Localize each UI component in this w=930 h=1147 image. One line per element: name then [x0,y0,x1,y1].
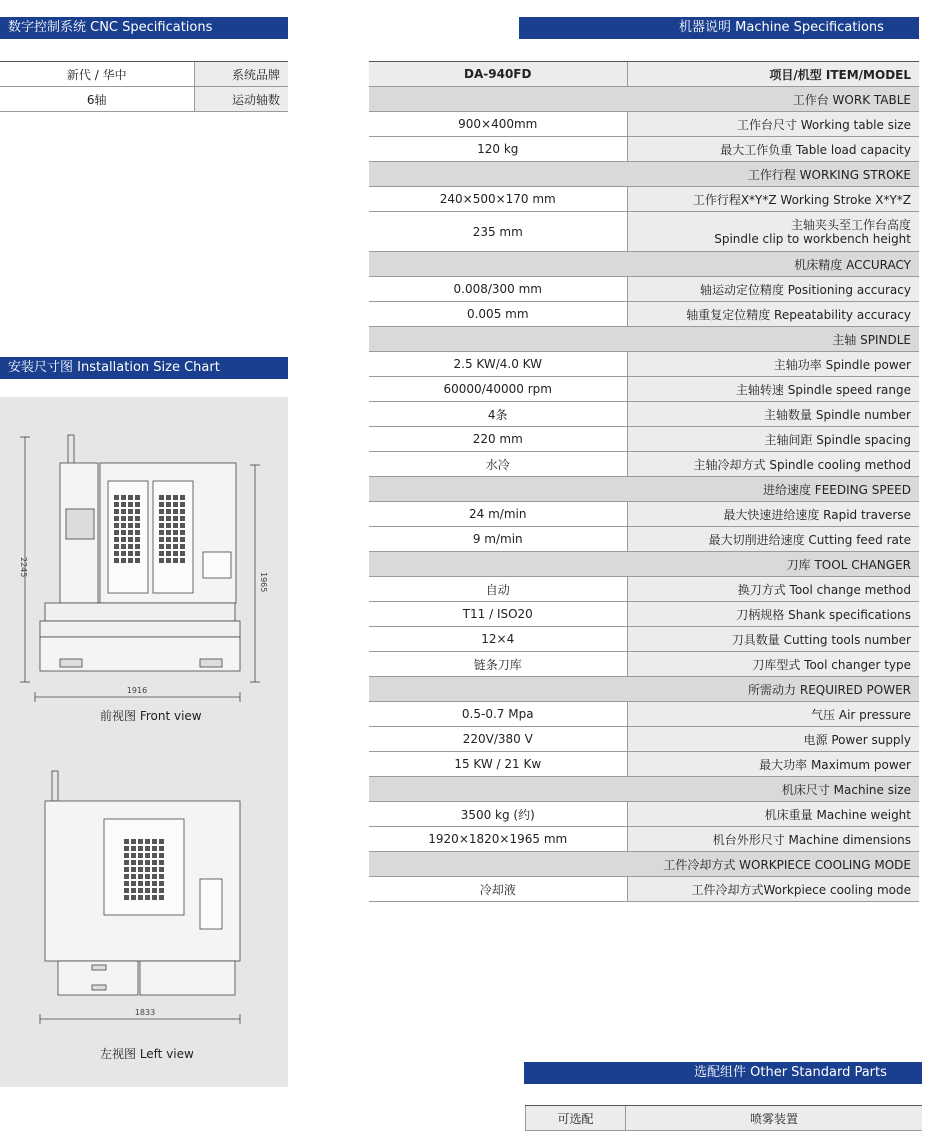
spec-value: 9 m/min [369,527,627,552]
spec-label: 最大切削进给速度 Cutting feed rate [627,527,919,552]
panel-key-cell [131,860,136,865]
spec-value: 220V/380 V [369,727,627,752]
spec-row [369,802,919,827]
panel-key-cell [135,502,140,507]
panel-key-cell [145,888,150,893]
spec-label: 轴重复定位精度 Repeatability accuracy [627,302,919,327]
section-row [369,552,919,577]
panel-key-cell [180,551,185,556]
spec-row [369,652,919,677]
panel-key-cell [152,895,157,900]
panel-key-cell [166,502,171,507]
panel-key-cell [135,495,140,500]
panel-key-cell [159,881,164,886]
section-row [369,252,919,277]
panel-key-cell [124,888,129,893]
panel-key-cell [121,495,126,500]
panel-key-cell [166,530,171,535]
panel-key-cell [138,888,143,893]
panel-key-cell [152,888,157,893]
panel-key-cell [173,551,178,556]
spec-row [369,377,919,402]
panel-key-cell [152,881,157,886]
panel-key-cell [145,874,150,879]
panel-key-cell [138,846,143,851]
panel-key-cell [131,874,136,879]
panel-key-cell [173,530,178,535]
spec-row [369,137,919,162]
panel-key-cell [138,867,143,872]
spec-label: 主轴功率 Spindle power [627,352,919,377]
panel-key-cell [114,530,119,535]
spec-value: 900×400mm [369,112,627,137]
model-label: 项目/机型 ITEM/MODEL [627,62,919,87]
parts-label: 喷雾装置 [625,1106,922,1131]
spec-label: 主轴冷却方式 Spindle cooling method [627,452,919,477]
spec-row [369,602,919,627]
spec-row [369,827,919,852]
spec-value: 220 mm [369,427,627,452]
section-title: 工件冷却方式 WORKPIECE COOLING MODE [369,852,919,877]
cnc-row [0,87,288,112]
section-row [369,477,919,502]
spec-label: 最大工作负重 Table load capacity [627,137,919,162]
spec-row [369,502,919,527]
panel-key-cell [138,895,143,900]
panel-key-cell [114,558,119,563]
panel-key-cell [152,839,157,844]
panel-key-cell [131,839,136,844]
panel-key-cell [128,523,133,528]
panel-key-cell [159,544,164,549]
panel-key-cell [124,895,129,900]
panel-key-cell [128,516,133,521]
section-title: 主轴 SPINDLE [369,327,919,352]
panel-key-cell [128,502,133,507]
section-title: 刀库 TOOL CHANGER [369,552,919,577]
panel-key-cell [145,895,150,900]
panel-key-cell [124,881,129,886]
spec-value: 0.5-0.7 Mpa [369,702,627,727]
panel-key-cell [180,502,185,507]
panel-key-cell [114,544,119,549]
spec-label: 刀柄规格 Shank specifications [627,602,919,627]
left-width-dim: 1833 [134,1008,156,1017]
panel-key-cell [159,558,164,563]
spec-row [369,352,919,377]
spec-row [369,302,919,327]
panel-key-cell [166,523,171,528]
panel-key-cell [180,558,185,563]
panel-key-cell [145,853,150,858]
cnc-spec-header: 数字控制系统 CNC Specifications [0,17,288,39]
panel-key-cell [114,551,119,556]
section-row [369,87,919,112]
panel-key-cell [152,860,157,865]
spec-label: 工作行程X*Y*Z Working Stroke X*Y*Z [627,187,919,212]
spec-row [369,727,919,752]
cnc-value: 6轴 [0,87,194,112]
panel-key-cell [173,502,178,507]
spec-label: 气压 Air pressure [627,702,919,727]
spec-value: 235 mm [369,212,627,252]
panel-key-cell [166,537,171,542]
cnc-value: 新代 / 华中 [0,62,194,87]
panel-key-cell [114,537,119,542]
section-row [369,162,919,187]
cnc-label: 系统品牌 [194,62,288,87]
panel-key-cell [159,523,164,528]
panel-key-cell [135,537,140,542]
panel-key-cell [121,523,126,528]
panel-key-cell [121,516,126,521]
panel-key-cell [121,530,126,535]
spec-label: 主轴间距 Spindle spacing [627,427,919,452]
spec-header-row [369,62,919,87]
spec-label: 换刀方式 Tool change method [627,577,919,602]
spec-value: 12×4 [369,627,627,652]
panel-key-cell [135,509,140,514]
panel-key-cell [159,867,164,872]
spec-row [369,427,919,452]
panel-key-cell [128,495,133,500]
panel-key-cell [180,509,185,514]
panel-key-cell [166,544,171,549]
panel-key-cell [159,895,164,900]
panel-key-cell [121,537,126,542]
panel-key-cell [145,846,150,851]
panel-key-cell [135,523,140,528]
panel-key-cell [152,874,157,879]
panel-key-cell [135,558,140,563]
panel-key-cell [159,502,164,507]
spec-label [627,212,919,252]
panel-key-cell [124,853,129,858]
panel-key-cell [131,867,136,872]
spec-value: 4条 [369,402,627,427]
panel-key-cell [121,509,126,514]
spec-label: 机床重量 Machine weight [627,802,919,827]
parts-row [526,1106,923,1131]
panel-key-cell [166,516,171,521]
spec-value: 自动 [369,577,627,602]
spec-value: 0.008/300 mm [369,277,627,302]
panel-key-cell [114,495,119,500]
spec-label: 刀库型式 Tool changer type [627,652,919,677]
panel-key-cell [138,881,143,886]
section-title: 工作行程 WORKING STROKE [369,162,919,187]
spec-label: 工件冷却方式Workpiece cooling mode [627,877,919,902]
section-title: 进给速度 FEEDING SPEED [369,477,919,502]
panel-key-cell [159,495,164,500]
panel-key-cell [124,839,129,844]
spec-value: 水冷 [369,452,627,477]
spec-label: 工作台尺寸 Working table size [627,112,919,137]
section-title: 工作台 WORK TABLE [369,87,919,112]
panel-key-cell [138,853,143,858]
panel-key-cell [124,867,129,872]
panel-key-cell [131,895,136,900]
panel-key-cell [159,860,164,865]
left-view-drawing [0,767,288,1067]
panel-key-cell [114,509,119,514]
spec-value: T11 / ISO20 [369,602,627,627]
spec-value: 3500 kg (约) [369,802,627,827]
cnc-spec-table [0,61,288,112]
spec-row [369,877,919,902]
spec-row [369,112,919,137]
panel-key-cell [131,846,136,851]
section-title: 机床尺寸 Machine size [369,777,919,802]
panel-key-cell [159,537,164,542]
spec-row [369,702,919,727]
front-view-caption: 前视图 Front view [100,709,202,723]
panel-key-cell [159,516,164,521]
panel-key-cell [128,530,133,535]
section-row [369,852,919,877]
panel-key-cell [145,867,150,872]
spec-value: 冷却液 [369,877,627,902]
spec-row [369,277,919,302]
panel-key-cell [159,888,164,893]
panel-key-cell [173,509,178,514]
panel-key-cell [166,558,171,563]
spec-value: 240×500×170 mm [369,187,627,212]
panel-key-cell [159,530,164,535]
spec-value: 链条刀库 [369,652,627,677]
panel-key-cell [159,853,164,858]
panel-key-cell [166,495,171,500]
spec-row [369,577,919,602]
spec-row [369,627,919,652]
spec-value: 2.5 KW/4.0 KW [369,352,627,377]
panel-key-cell [173,495,178,500]
section-row [369,327,919,352]
parts-header: 选配组件 Other Standard Parts [524,1062,922,1084]
spec-value: 24 m/min [369,502,627,527]
spec-value: 15 KW / 21 Kw [369,752,627,777]
panel-key-cell [124,874,129,879]
panel-key-cell [166,551,171,556]
panel-key-cell [159,839,164,844]
panel-key-cell [114,523,119,528]
panel-key-cell [131,888,136,893]
spec-row [369,402,919,427]
model-value: DA-940FD [369,62,627,87]
panel-key-cell [128,544,133,549]
panel-key-cell [138,874,143,879]
panel-key-cell [114,516,119,521]
panel-key-cell [135,544,140,549]
panel-key-cell [180,544,185,549]
spec-row [369,212,919,252]
front-view-drawing [0,397,288,727]
panel-key-cell [135,551,140,556]
spec-label: 电源 Power supply [627,727,919,752]
spec-value: 120 kg [369,137,627,162]
panel-key-cell [159,551,164,556]
panel-key-cell [121,502,126,507]
panel-key-cell [114,502,119,507]
left-view-caption: 左视图 Left view [100,1047,194,1061]
machine-spec-header: 机器说明 Machine Specifications [519,17,919,39]
panel-key-cell [173,537,178,542]
panel-key-cell [124,846,129,851]
front-height-dim-left: 2245 [19,557,28,578]
parts-value: 可选配 [526,1106,626,1131]
panel-key-cell [152,846,157,851]
panel-key-cell [121,551,126,556]
panel-key-cell [138,839,143,844]
panel-key-cell [138,860,143,865]
spec-value: 0.005 mm [369,302,627,327]
panel-key-cell [128,537,133,542]
panel-key-cell [135,516,140,521]
parts-table [525,1105,922,1131]
panel-key-cell [180,516,185,521]
panel-key-cell [128,558,133,563]
cnc-label: 运动轴数 [194,87,288,112]
panel-key-cell [173,544,178,549]
panel-key-cell [124,860,129,865]
spec-row [369,527,919,552]
panel-key-cell [152,853,157,858]
spec-label: 最大功率 Maximum power [627,752,919,777]
panel-key-cell [159,846,164,851]
spec-row [369,752,919,777]
panel-key-cell [121,558,126,563]
panel-key-cell [121,544,126,549]
panel-key-cell [131,881,136,886]
section-title: 机床精度 ACCURACY [369,252,919,277]
front-height-dim-right: 1965 [259,572,268,593]
spec-row [369,452,919,477]
panel-key-cell [180,530,185,535]
panel-key-cell [145,839,150,844]
panel-key-cell [152,867,157,872]
spec-value: 60000/40000 rpm [369,377,627,402]
spec-value: 1920×1820×1965 mm [369,827,627,852]
spec-label: 主轴转速 Spindle speed range [627,377,919,402]
panel-key-cell [135,530,140,535]
panel-key-cell [166,509,171,514]
drawing-panel [0,397,288,1087]
spec-label: 刀具数量 Cutting tools number [627,627,919,652]
spec-label: 机台外形尺寸 Machine dimensions [627,827,919,852]
cnc-row [0,62,288,87]
spec-label: 主轴数量 Spindle number [627,402,919,427]
section-row [369,677,919,702]
panel-key-cell [145,881,150,886]
install-chart-header: 安装尺寸图 Installation Size Chart [0,357,288,379]
spec-label-line1: 主轴夹头至工作台高度 [790,217,911,232]
section-title: 所需动力 REQUIRED POWER [369,677,919,702]
panel-key-cell [173,516,178,521]
panel-key-cell [180,495,185,500]
spec-row [369,187,919,212]
panel-key-cell [128,551,133,556]
panel-key-cell [180,537,185,542]
front-width-dim: 1916 [126,686,148,695]
panel-key-cell [131,853,136,858]
panel-key-cell [180,523,185,528]
panel-key-cell [145,860,150,865]
panel-key-cell [128,509,133,514]
section-row [369,777,919,802]
panel-key-cell [159,874,164,879]
spec-label-line2: Spindle clip to workbench height [714,231,911,246]
spec-label: 最大快速进给速度 Rapid traverse [627,502,919,527]
panel-key-cell [173,558,178,563]
machine-spec-table [369,61,919,902]
panel-key-cell [159,509,164,514]
panel-key-cell [173,523,178,528]
spec-label: 轴运动定位精度 Positioning accuracy [627,277,919,302]
